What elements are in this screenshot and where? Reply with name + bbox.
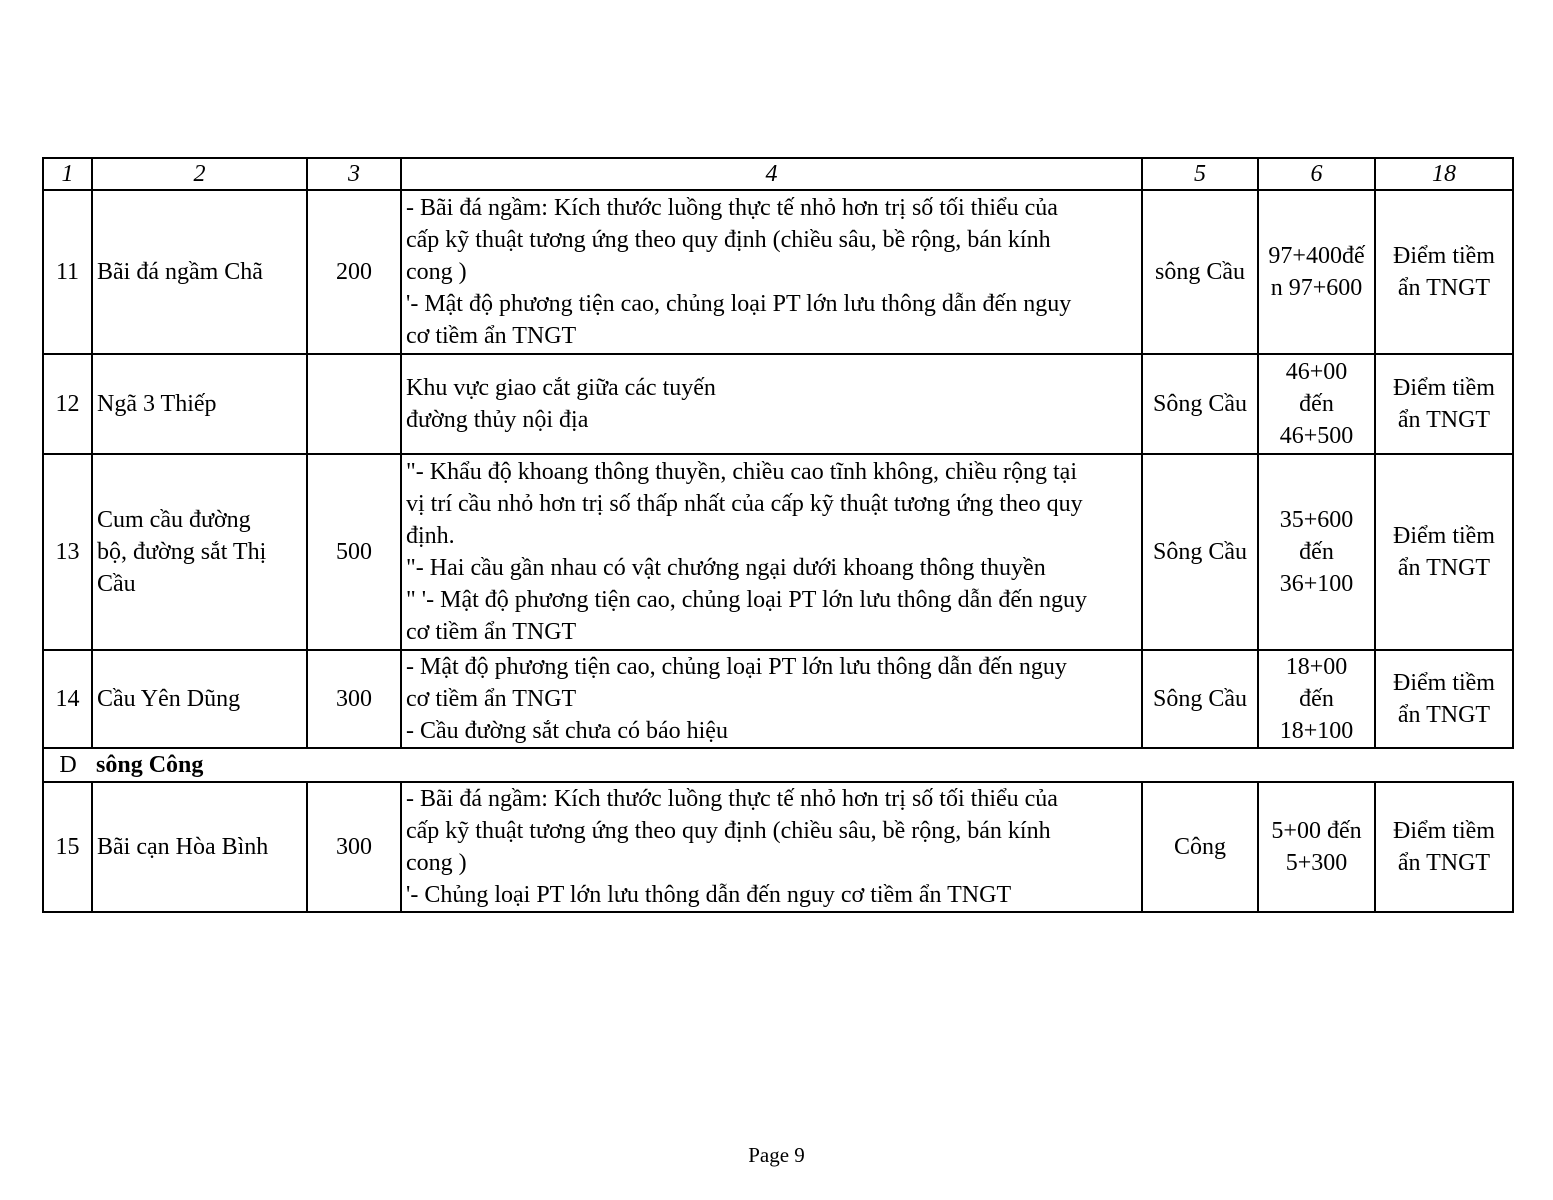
location-name: Ngã 3 Thiếp	[92, 354, 307, 454]
group-row	[43, 748, 1513, 782]
length-value: 300	[307, 650, 401, 748]
column-header: 5	[1142, 158, 1258, 190]
table-row	[43, 354, 1513, 454]
header-row	[43, 158, 1513, 190]
km-range: 18+00 đến 18+100	[1258, 650, 1375, 748]
length-value: 200	[307, 190, 401, 354]
river-name: sông Cầu	[1142, 190, 1258, 354]
column-header: 3	[307, 158, 401, 190]
location-name: Bãi cạn Hòa Bình	[92, 782, 307, 912]
row-number: 13	[43, 454, 92, 650]
column-header: 18	[1375, 158, 1513, 190]
note: Điểm tiềm ẩn TNGT	[1375, 454, 1513, 650]
river-name: Công	[1142, 782, 1258, 912]
note: Điểm tiềm ẩn TNGT	[1375, 782, 1513, 912]
note: Điểm tiềm ẩn TNGT	[1375, 354, 1513, 454]
location-name: Bãi đá ngầm Chã	[92, 190, 307, 354]
table-row	[43, 782, 1513, 912]
table-row	[43, 650, 1513, 748]
data-table	[42, 157, 1514, 913]
description: - Bãi đá ngầm: Kích thước luồng thực tế nhỏ hơn trị số tối thiểu của cấp kỹ thuật tương ứng theo quy định (chiều sâu, bề rộng, bán kính cong ) '- Chủng loại PT lớn lưu thông dẫn đến nguy cơ tiềm ẩn TNGT	[401, 782, 1142, 912]
row-number: 15	[43, 782, 92, 912]
km-range: 46+00 đến 46+500	[1258, 354, 1375, 454]
table-row	[43, 190, 1513, 354]
river-name: Sông Cầu	[1142, 354, 1258, 454]
group-name: sông Công	[92, 748, 1513, 782]
page-number: Page 9	[748, 1143, 805, 1167]
row-number: 11	[43, 190, 92, 354]
description: - Mật độ phương tiện cao, chủng loại PT lớn lưu thông dẫn đến nguy cơ tiềm ẩn TNGT - Cầu đường sắt chưa có báo hiệu	[401, 650, 1142, 748]
km-range: 5+00 đến 5+300	[1258, 782, 1375, 912]
km-range: 97+400đế n 97+600	[1258, 190, 1375, 354]
km-range: 35+600 đến 36+100	[1258, 454, 1375, 650]
column-header: 1	[43, 158, 92, 190]
river-name: Sông Cầu	[1142, 650, 1258, 748]
river-name: Sông Cầu	[1142, 454, 1258, 650]
note: Điểm tiềm ẩn TNGT	[1375, 190, 1513, 354]
column-header: 2	[92, 158, 307, 190]
length-value: 300	[307, 782, 401, 912]
table-row	[43, 454, 1513, 650]
description: "- Khẩu độ khoang thông thuyền, chiều cao tĩnh không, chiều rộng tại vị trí cầu nhỏ hơn trị số thấp nhất của cấp kỹ thuật tương ứng theo quy định. "- Hai cầu gần nhau có vật chướng ngại dưới khoang thông thuyền " '- Mật độ phương tiện cao, chủng loại PT lớn lưu thông dẫn đến nguy cơ tiềm ẩn TNGT	[401, 454, 1142, 650]
location-name: Cầu Yên Dũng	[92, 650, 307, 748]
description: Khu vực giao cắt giữa các tuyến đường thủy nội địa	[401, 354, 1142, 454]
length-value	[307, 354, 401, 454]
row-number: 12	[43, 354, 92, 454]
row-number: 14	[43, 650, 92, 748]
column-header: 6	[1258, 158, 1375, 190]
description: - Bãi đá ngầm: Kích thước luồng thực tế nhỏ hơn trị số tối thiểu của cấp kỹ thuật tương ứng theo quy định (chiều sâu, bề rộng, bán kính cong ) '- Mật độ phương tiện cao, chủng loại PT lớn lưu thông dẫn đến nguy cơ tiềm ẩn TNGT	[401, 190, 1142, 354]
length-value: 500	[307, 454, 401, 650]
note: Điểm tiềm ẩn TNGT	[1375, 650, 1513, 748]
group-code: D	[43, 748, 92, 782]
column-header: 4	[401, 158, 1142, 190]
location-name: Cum cầu đường bộ, đường sắt Thị Cầu	[92, 454, 307, 650]
